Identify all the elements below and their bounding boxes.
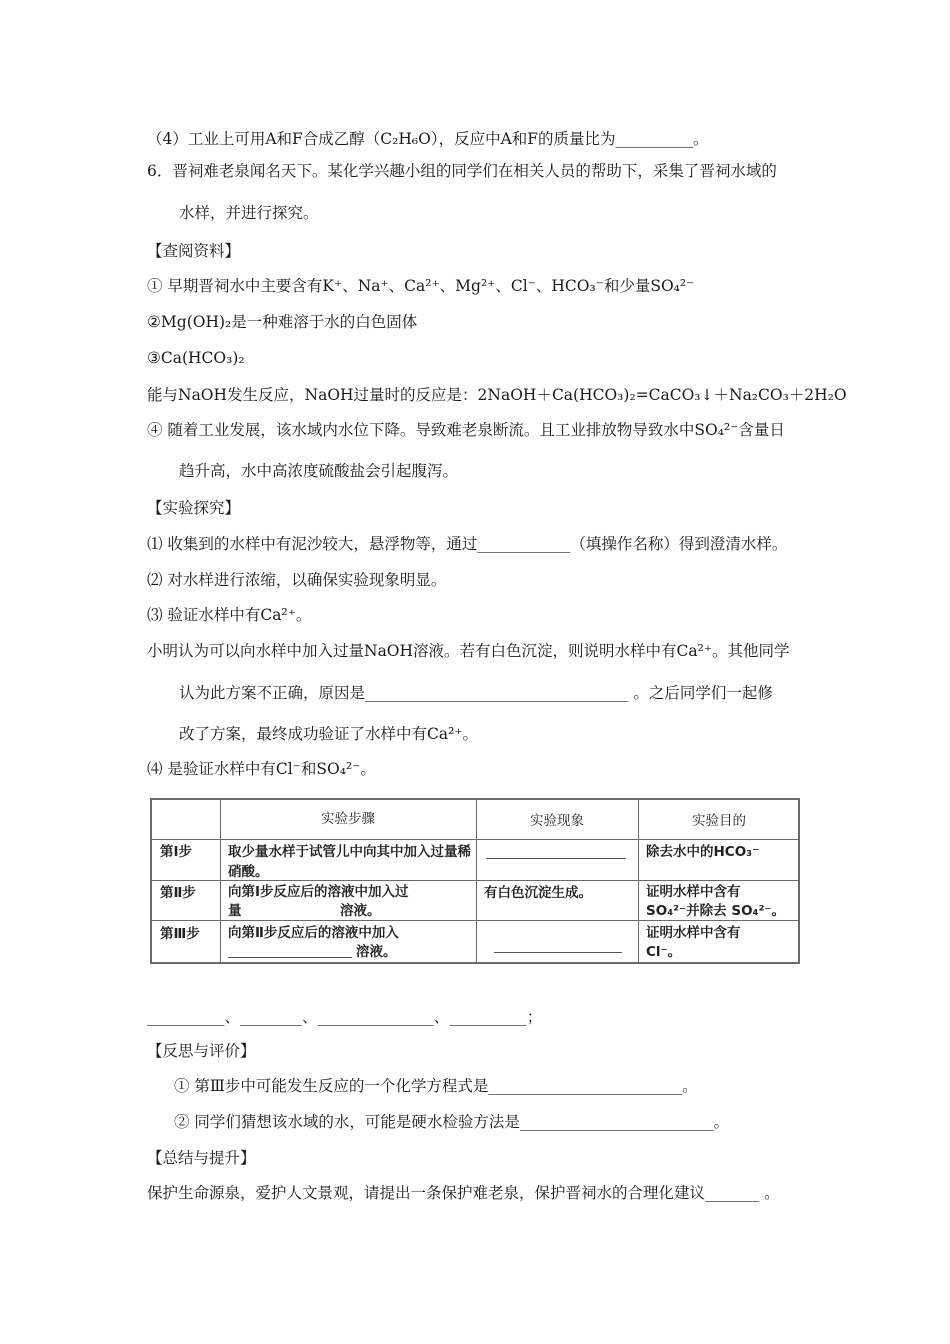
experiment-2: ⑵ 对水样进行浓缩，以确保实验现象明显。 (147, 571, 447, 589)
reference-3: ③Ca(HCO₃)₂ (147, 349, 245, 367)
question-6-line2: 水样，并进行探究。 (179, 204, 319, 222)
reference-3-reaction: 能与NaOH发生反应，NaOH过量时的反应是：2NaOH＋Ca(HCO₃)₂=CaCO₃↓＋Na₂CO₃＋2H₂O (147, 386, 847, 404)
experiment-3: ⑶ 验证水样中有Ca²⁺。 (147, 606, 312, 624)
row3-phenomenon-blank (494, 952, 622, 953)
row1-purpose: 除去水中的HCO₃⁻ (646, 844, 760, 860)
row2-procedure-c: 溶液。 (340, 903, 381, 919)
row2-procedure-b: 量 (228, 903, 242, 919)
header-phenomenon: 实验现象 (530, 813, 584, 829)
row3-step: 第Ⅲ步 (160, 926, 200, 942)
reflection-2: ② 同学们猜想该水域的水，可能是硬水检验方法是_________________________。 (174, 1113, 730, 1131)
question-4: （4）工业上可用A和F合成乙醇（C₂H₆O），反应中A和F的质量比为__________。 (147, 130, 709, 148)
row2-purpose-b: SO₄²⁻并除去 SO₄²⁻。 (646, 903, 786, 919)
section-reflection: 【反思与评价】 (147, 1042, 256, 1060)
header-procedure: 实验步骤 (321, 811, 375, 827)
reference-2: ②Mg(OH)₂是一种难溶于水的白色固体 (147, 313, 418, 331)
experiment-table (150, 798, 800, 964)
reference-1: ① 早期晋祠水中主要含有K⁺、Na⁺、Ca²⁺、Mg²⁺、Cl⁻、HCO₃⁻和少量SO₄²⁻ (147, 277, 695, 295)
section-summary: 【总结与提升】 (147, 1149, 256, 1167)
row3-purpose-a: 证明水样中含有 (646, 925, 741, 941)
row1-step: 第Ⅰ步 (160, 844, 193, 860)
row1-procedure: 取少量水样于试管儿中向其中加入过量稀硝酸。 (228, 844, 471, 880)
answer-blanks: __________、________、_______________、__________； (147, 1008, 543, 1026)
experiment-3-line3: 改了方案，最终成功验证了水样中有Ca²⁺。 (179, 725, 478, 743)
row3-procedure-blank (228, 957, 352, 958)
row3-procedure-c: 溶液。 (356, 944, 397, 960)
summary: 保护生命源泉，爱护人文景观，请提出一条保护难老泉，保护晋祠水的合理化建议_______ 。 (147, 1184, 780, 1202)
header-purpose: 实验目的 (692, 813, 746, 829)
experiment-1: ⑴ 收集到的水样中有泥沙较大，悬浮物等，通过____________（填操作名称）得到澄清水样。 (147, 535, 788, 553)
question-6-line1: 6．晋祠难老泉闻名天下。某化学兴趣小组的同学们在相关人员的帮助下，采集了晋祠水域的 (147, 162, 777, 180)
row2-procedure-a: 向第Ⅰ步反应后的溶液中加入过 (228, 884, 409, 900)
row3-procedure-a: 向第Ⅱ步反应后的溶液中加入 (228, 925, 399, 941)
row3-purpose-b: Cl⁻。 (646, 944, 682, 960)
row2-purpose-a: 证明水样中含有 (646, 884, 741, 900)
row2-phenomenon: 有白色沉淀生成。 (484, 885, 592, 901)
experiment-3-line1: 小明认为可以向水样中加入过量NaOH溶液。若有白色沉淀，则说明水样中有Ca²⁺。其他同学 (147, 642, 790, 660)
experiment-4: ⑷ 是验证水样中有Cl⁻和SO₄²⁻。 (147, 760, 376, 778)
section-reference: 【查阅资料】 (147, 242, 241, 260)
section-experiment: 【实验探究】 (147, 499, 241, 517)
row1-phenomenon-blank (486, 858, 626, 859)
experiment-3-line2: 认为此方案不正确，原因是__________________________________ 。之后同学们一起修 (179, 684, 773, 702)
reference-4-line2: 趋升高，水中高浓度硫酸盐会引起腹泻。 (179, 462, 459, 480)
reference-4-line1: ④ 随着工业发展，该水域内水位下降。导致难老泉断流。且工业排放物导致水中SO₄²⁻含量日 (147, 421, 785, 439)
row2-step: 第Ⅱ步 (160, 885, 196, 901)
reflection-1: ① 第Ⅲ步中可能发生反应的一个化学方程式是_________________________。 (174, 1077, 698, 1095)
